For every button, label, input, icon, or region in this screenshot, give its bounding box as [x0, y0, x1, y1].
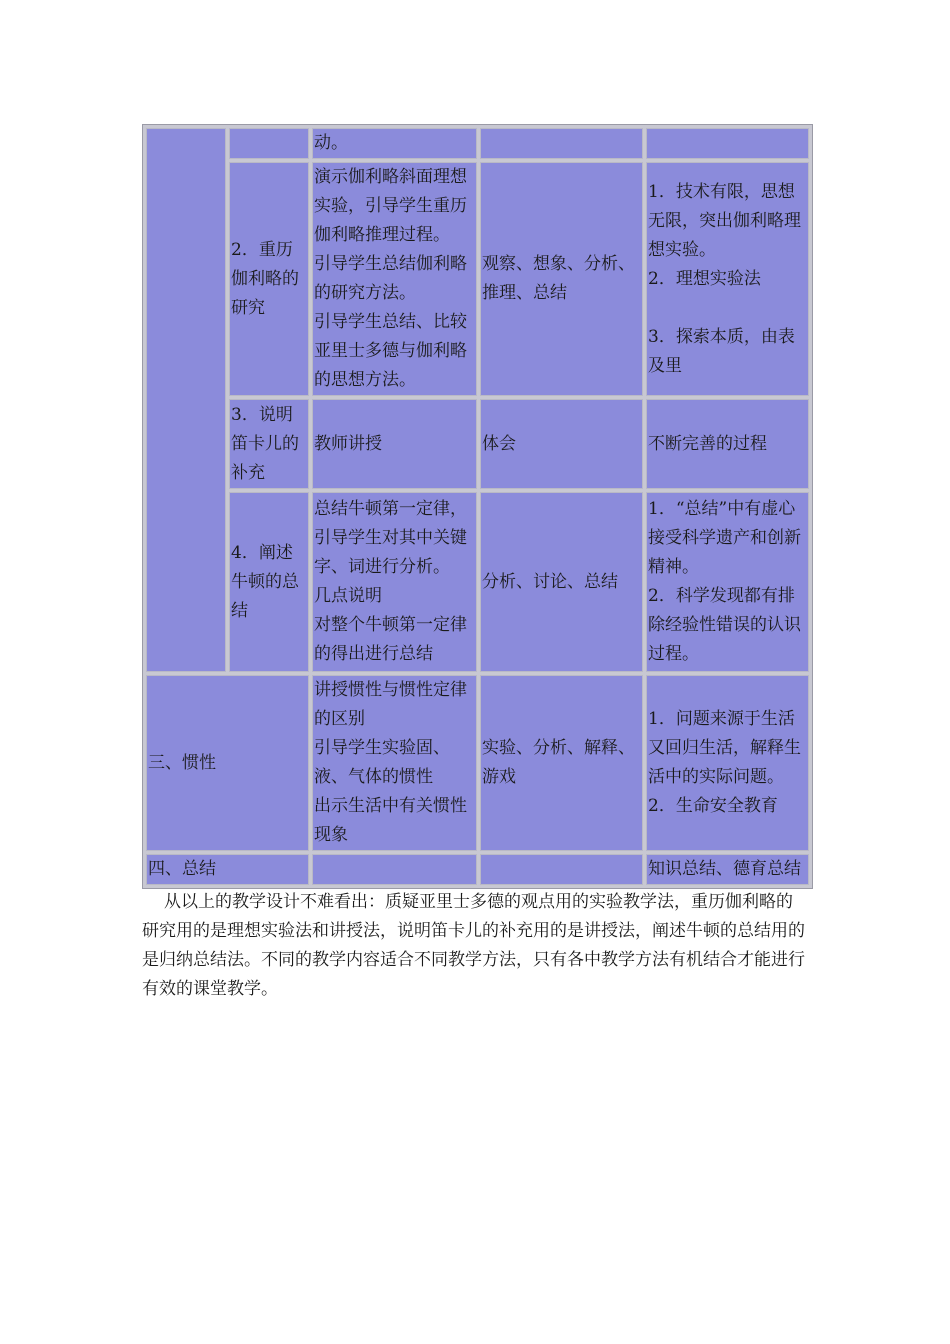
student-activity-cell: [480, 162, 643, 396]
teacher-activity-cell: [312, 128, 477, 159]
cell-text: 实验、分析、解释、游戏: [482, 738, 635, 787]
cell-text: 演示伽利略斜面理想实验，引导学生重历伽利略推理过程。: [314, 167, 467, 245]
topic-cell: [146, 128, 226, 672]
teacher-activity-cell: [312, 854, 477, 885]
student-activity-cell: [480, 675, 643, 851]
cell-text: 出示生活中有关惯性现象: [314, 796, 467, 845]
cell-text: 动。: [314, 133, 348, 153]
subtopic-cell: [229, 492, 309, 672]
subtopic-cell: [229, 399, 309, 489]
teacher-activity-cell: [312, 162, 477, 396]
cell-text: 对整个牛顿第一定律的得出进行总结: [314, 615, 467, 664]
cell-text: 知识总结、德育总结: [648, 859, 801, 879]
goal-cell: [646, 162, 809, 396]
table-row: [146, 854, 809, 885]
cell-text: 四、总结: [148, 859, 216, 879]
cell-text: 引导学生实验固、液、气体的惯性: [314, 738, 450, 787]
cell-text: 引导学生总结、比较亚里士多德与伽利略的思想方法。: [314, 312, 467, 390]
cell-text: 观察、想象、分析、推理、总结: [482, 254, 635, 303]
goal-cell: [646, 492, 809, 672]
cell-text: 2．理想实验法: [648, 268, 761, 289]
cell-text: 1．问题来源于生活又回归生活，解释生活中的实际问题。: [648, 709, 801, 787]
goal-cell: [646, 399, 809, 489]
cell-text: 3．说明笛卡儿的补充: [231, 404, 299, 483]
table-row: [146, 492, 809, 672]
cell-text: 几点说明: [314, 586, 382, 606]
cell-text: 教师讲授: [314, 433, 382, 454]
cell-text: 1．技术有限，思想无限，突出伽利略理想实验。: [648, 181, 801, 260]
cell-text: 4．阐述牛顿的总结: [231, 542, 299, 621]
cell-text: 2．重历伽利略的研究: [231, 239, 299, 318]
table-row: [146, 162, 809, 396]
cell-text: 体会: [482, 433, 516, 454]
topic-cell: [146, 675, 309, 851]
table-row: [146, 128, 809, 159]
goal-cell: [646, 128, 809, 159]
student-activity-cell: [480, 128, 643, 159]
cell-text: 3．探索本质，由表及里: [648, 326, 795, 376]
summary-paragraph: 从以上的教学设计不难看出：质疑亚里士多德的观点用的实验教学法，重历伽利略的研究用的是理想实验法和讲授法，说明笛卡儿的补充用的是讲授法，阐述牛顿的总结用的是归纳总结法。不同的教学内容适合不同教学方法，只有各中教学方法有机结合才能进行有效的课堂教学。: [142, 892, 805, 999]
teacher-activity-cell: [312, 675, 477, 851]
cell-text: 不断完善的过程: [648, 433, 767, 454]
topic-cell: [146, 854, 309, 885]
cell-text: 总结牛顿第一定律，引导学生对其中关键字、词进行分析。: [314, 499, 467, 577]
subtopic-cell: [229, 128, 309, 159]
cell-text: 三、惯性: [148, 752, 216, 773]
teacher-activity-cell: [312, 492, 477, 672]
cell-text: 2．生命安全教育: [648, 796, 778, 816]
goal-cell: [646, 675, 809, 851]
cell-text: 引导学生总结伽利略的研究方法。: [314, 254, 467, 303]
cell-text: 分析、讨论、总结: [482, 571, 618, 592]
table-row: [146, 675, 809, 851]
student-activity-cell: [480, 492, 643, 672]
cell-text: 1．“总结”中有虚心接受科学遗产和创新精神。: [648, 499, 801, 577]
subtopic-cell: [229, 162, 309, 396]
lesson-design-table: [142, 124, 813, 889]
cell-text: [648, 294, 807, 323]
table-row: [146, 399, 809, 489]
student-activity-cell: [480, 854, 643, 885]
teacher-activity-cell: [312, 399, 477, 489]
cell-text: 讲授惯性与惯性定律的区别: [314, 680, 467, 729]
goal-cell: [646, 854, 809, 885]
cell-text: 2．科学发现都有排除经验性错误的认识过程。: [648, 586, 801, 664]
student-activity-cell: [480, 399, 643, 489]
